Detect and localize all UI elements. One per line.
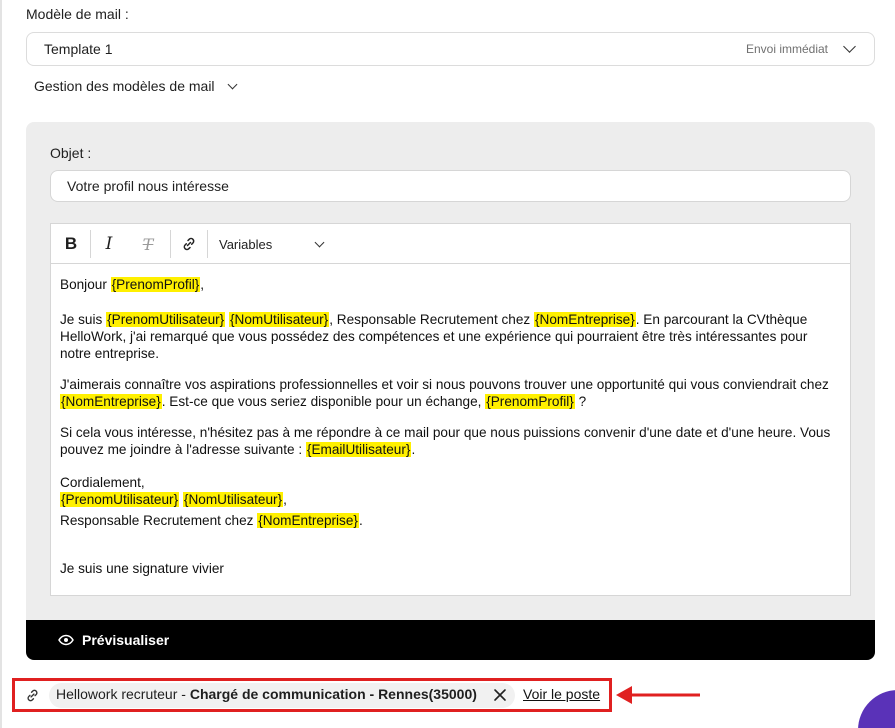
chat-bubble-button[interactable] (858, 690, 895, 728)
manage-templates-label: Gestion des modèles de mail (34, 78, 215, 94)
job-chip-prefix: Hellowork recruteur - (56, 686, 190, 702)
send-mode-hint: Envoi immédiat (745, 42, 828, 56)
preview-label: Prévisualiser (82, 632, 170, 648)
toolbar-divider (90, 230, 91, 258)
link-icon (25, 688, 40, 703)
left-border (0, 0, 2, 728)
job-chip-title: Chargé de communication - Rennes(35000) (189, 686, 477, 702)
subject-label: Objet : (50, 145, 92, 161)
preview-button[interactable] (26, 620, 875, 660)
arrow-left-annotation-icon (614, 683, 702, 707)
clear-format-button[interactable]: T (142, 234, 154, 254)
variable-tag: {EmailUtilisateur} (306, 442, 411, 457)
chevron-down-icon (228, 80, 238, 90)
variable-tag: {PrenomProfil} (486, 394, 574, 409)
body-paragraph: J'aimerais connaître vos aspirations professionnelles et voir si nous pouvons trouver une opportunité qui vous conviendrait chez {NomEntreprise}. Est-ce que vous seriez disponible pour un échange, {PrenomProfil} ? (60, 377, 829, 409)
variables-dropdown[interactable] (211, 224, 331, 264)
mail-body (60, 276, 840, 577)
close-icon[interactable] (493, 688, 507, 702)
template-select[interactable] (26, 32, 875, 66)
closing-line: Cordialement, (60, 475, 145, 490)
eye-icon (58, 634, 74, 646)
rich-text-editor[interactable] (50, 223, 851, 596)
template-value: Template 1 (44, 41, 113, 57)
template-label: Modèle de mail : (26, 6, 129, 22)
subject-input[interactable]: Votre profil nous intéresse (50, 170, 851, 202)
editor-toolbar (51, 224, 850, 264)
signature: Je suis une signature vivier (60, 561, 224, 576)
italic-button[interactable]: I (105, 234, 113, 254)
chevron-down-icon (315, 237, 325, 247)
body-paragraph: Je suis {PrenomUtilisateur} {NomUtilisateur}, Responsable Recrutement chez {NomEntreprise}. En parcourant la CVthèque HelloWork, j'ai remarqué que vous possédez des compétences et une expérience qui pourraient être très intéressantes pour notre entreprise. (60, 312, 808, 361)
toolbar-divider (170, 230, 171, 258)
variable-tag: {NomEntreprise} (535, 312, 635, 327)
manage-templates-toggle[interactable] (34, 78, 236, 94)
toolbar-divider (207, 230, 208, 258)
variable-tag: {PrenomUtilisateur} (107, 312, 225, 327)
body-paragraph: Bonjour {PrenomProfil}, (60, 277, 205, 292)
bold-button[interactable]: B (64, 234, 78, 253)
link-icon (181, 236, 197, 252)
variable-tag: {PrenomProfil} (111, 277, 200, 292)
variables-label: Variables (219, 236, 273, 252)
view-job-link[interactable]: Voir le poste (523, 686, 601, 702)
variable-tag: {NomUtilisateur} (230, 312, 329, 327)
variable-tag: {PrenomUtilisateur} (61, 492, 179, 507)
job-chip-text (56, 686, 477, 702)
variable-tag: {NomEntreprise} (258, 513, 358, 528)
closing-name: {PrenomUtilisateur} {NomUtilisateur}, (61, 492, 287, 507)
chevron-down-icon (843, 40, 856, 53)
link-button[interactable] (172, 224, 206, 264)
variable-tag: {NomEntreprise} (61, 394, 161, 409)
body-paragraph: Si cela vous intéresse, n'hésitez pas à me répondre à ce mail pour que nous puissions convenir d'une date et d'une heure. Vous pouvez me joindre à l'adresse suivante : {EmailUtilisateur}. (60, 425, 831, 457)
variable-tag: {NomUtilisateur} (183, 492, 283, 507)
closing-role: Responsable Recrutement chez {NomEntreprise}. (60, 513, 363, 528)
